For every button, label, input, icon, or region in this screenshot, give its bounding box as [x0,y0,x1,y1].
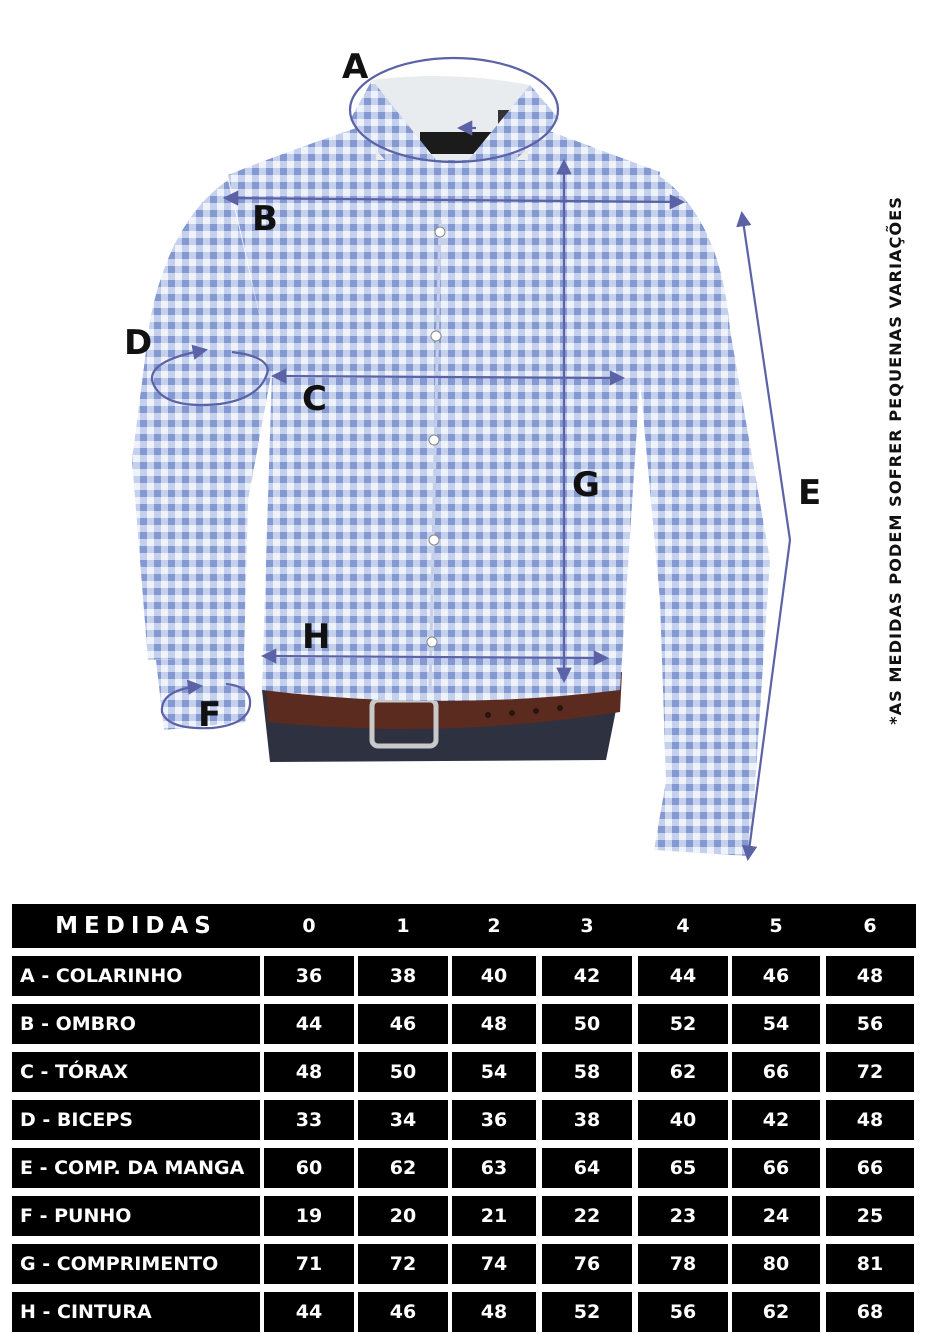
table-cell: 40 [638,1100,728,1140]
label-d: D [124,323,153,363]
table-cell: 62 [638,1052,728,1092]
table-cell: 66 [732,1052,820,1092]
table-cell: 71 [264,1244,354,1284]
table-cell: 46 [358,1004,448,1044]
size-header: 1 [358,904,448,948]
row-label: A - COLARINHO [12,956,260,996]
row-label: C - TÓRAX [12,1052,260,1092]
table-cell: 80 [732,1244,820,1284]
table-cell: 42 [732,1100,820,1140]
table-cell: 36 [452,1100,536,1140]
table-cell: 50 [542,1004,632,1044]
table-cell: 50 [358,1052,448,1092]
size-header: 0 [264,904,354,948]
table-cell: 33 [264,1100,354,1140]
table-cell: 52 [542,1292,632,1332]
label-e: E [798,473,822,513]
table-cell: 62 [358,1148,448,1188]
table-cell: 56 [638,1292,728,1332]
table-cell: 46 [732,956,820,996]
table-cell: 44 [638,956,728,996]
table-cell: 54 [452,1052,536,1092]
table-cell: 24 [732,1196,820,1236]
table-cell: 48 [264,1052,354,1092]
label-c: C [302,379,327,419]
table-cell: 58 [542,1052,632,1092]
row-label: E - COMP. DA MANGA [12,1148,260,1188]
label-a: A [342,47,369,87]
table-cell: 25 [826,1196,914,1236]
table-cell: 48 [826,1100,914,1140]
label-h: H [302,617,331,657]
label-f: F [198,695,222,735]
table-cell: 22 [542,1196,632,1236]
table-cell: 52 [638,1004,728,1044]
size-header: 2 [452,904,536,948]
table-title: MEDIDAS [12,904,260,948]
size-header: 5 [732,904,820,948]
table-cell: 20 [358,1196,448,1236]
table-cell: 44 [264,1004,354,1044]
table-cell: 63 [452,1148,536,1188]
disclaimer-text: *AS MEDIDAS PODEM SOFRER PEQUENAS VARIAÇÕES [885,195,905,725]
row-label: B - OMBRO [12,1004,260,1044]
table-cell: 38 [358,956,448,996]
table-cell: 60 [264,1148,354,1188]
table-cell: 44 [264,1292,354,1332]
table-cell: 64 [542,1148,632,1188]
table-cell: 65 [638,1148,728,1188]
size-header: 4 [638,904,728,948]
table-cell: 66 [732,1148,820,1188]
table-cell: 23 [638,1196,728,1236]
table-cell: 48 [826,956,914,996]
table-cell: 62 [732,1292,820,1332]
table-cell: 40 [452,956,536,996]
table-cell: 19 [264,1196,354,1236]
table-cell: 42 [542,956,632,996]
label-b: B [252,199,278,239]
table-cell: 54 [732,1004,820,1044]
table-cell: 81 [826,1244,914,1284]
table-cell: 72 [358,1244,448,1284]
row-label: H - CINTURA [12,1292,260,1332]
table-cell: 76 [542,1244,632,1284]
row-label: D - BICEPS [12,1100,260,1140]
table-cell: 38 [542,1100,632,1140]
size-header: 6 [826,904,914,948]
table-cell: 48 [452,1004,536,1044]
table-cell: 68 [826,1292,914,1332]
measurement-disclaimer [880,190,910,730]
size-header: 3 [542,904,632,948]
table-cell: 56 [826,1004,914,1044]
label-g: G [572,465,600,505]
table-cell: 21 [452,1196,536,1236]
table-cell: 36 [264,956,354,996]
table-cell: 46 [358,1292,448,1332]
row-label: F - PUNHO [12,1196,260,1236]
table-cell: 74 [452,1244,536,1284]
row-label: G - COMPRIMENTO [12,1244,260,1284]
table-cell: 66 [826,1148,914,1188]
table-cell: 48 [452,1292,536,1332]
table-cell: 78 [638,1244,728,1284]
table-cell: 34 [358,1100,448,1140]
table-cell: 72 [826,1052,914,1092]
